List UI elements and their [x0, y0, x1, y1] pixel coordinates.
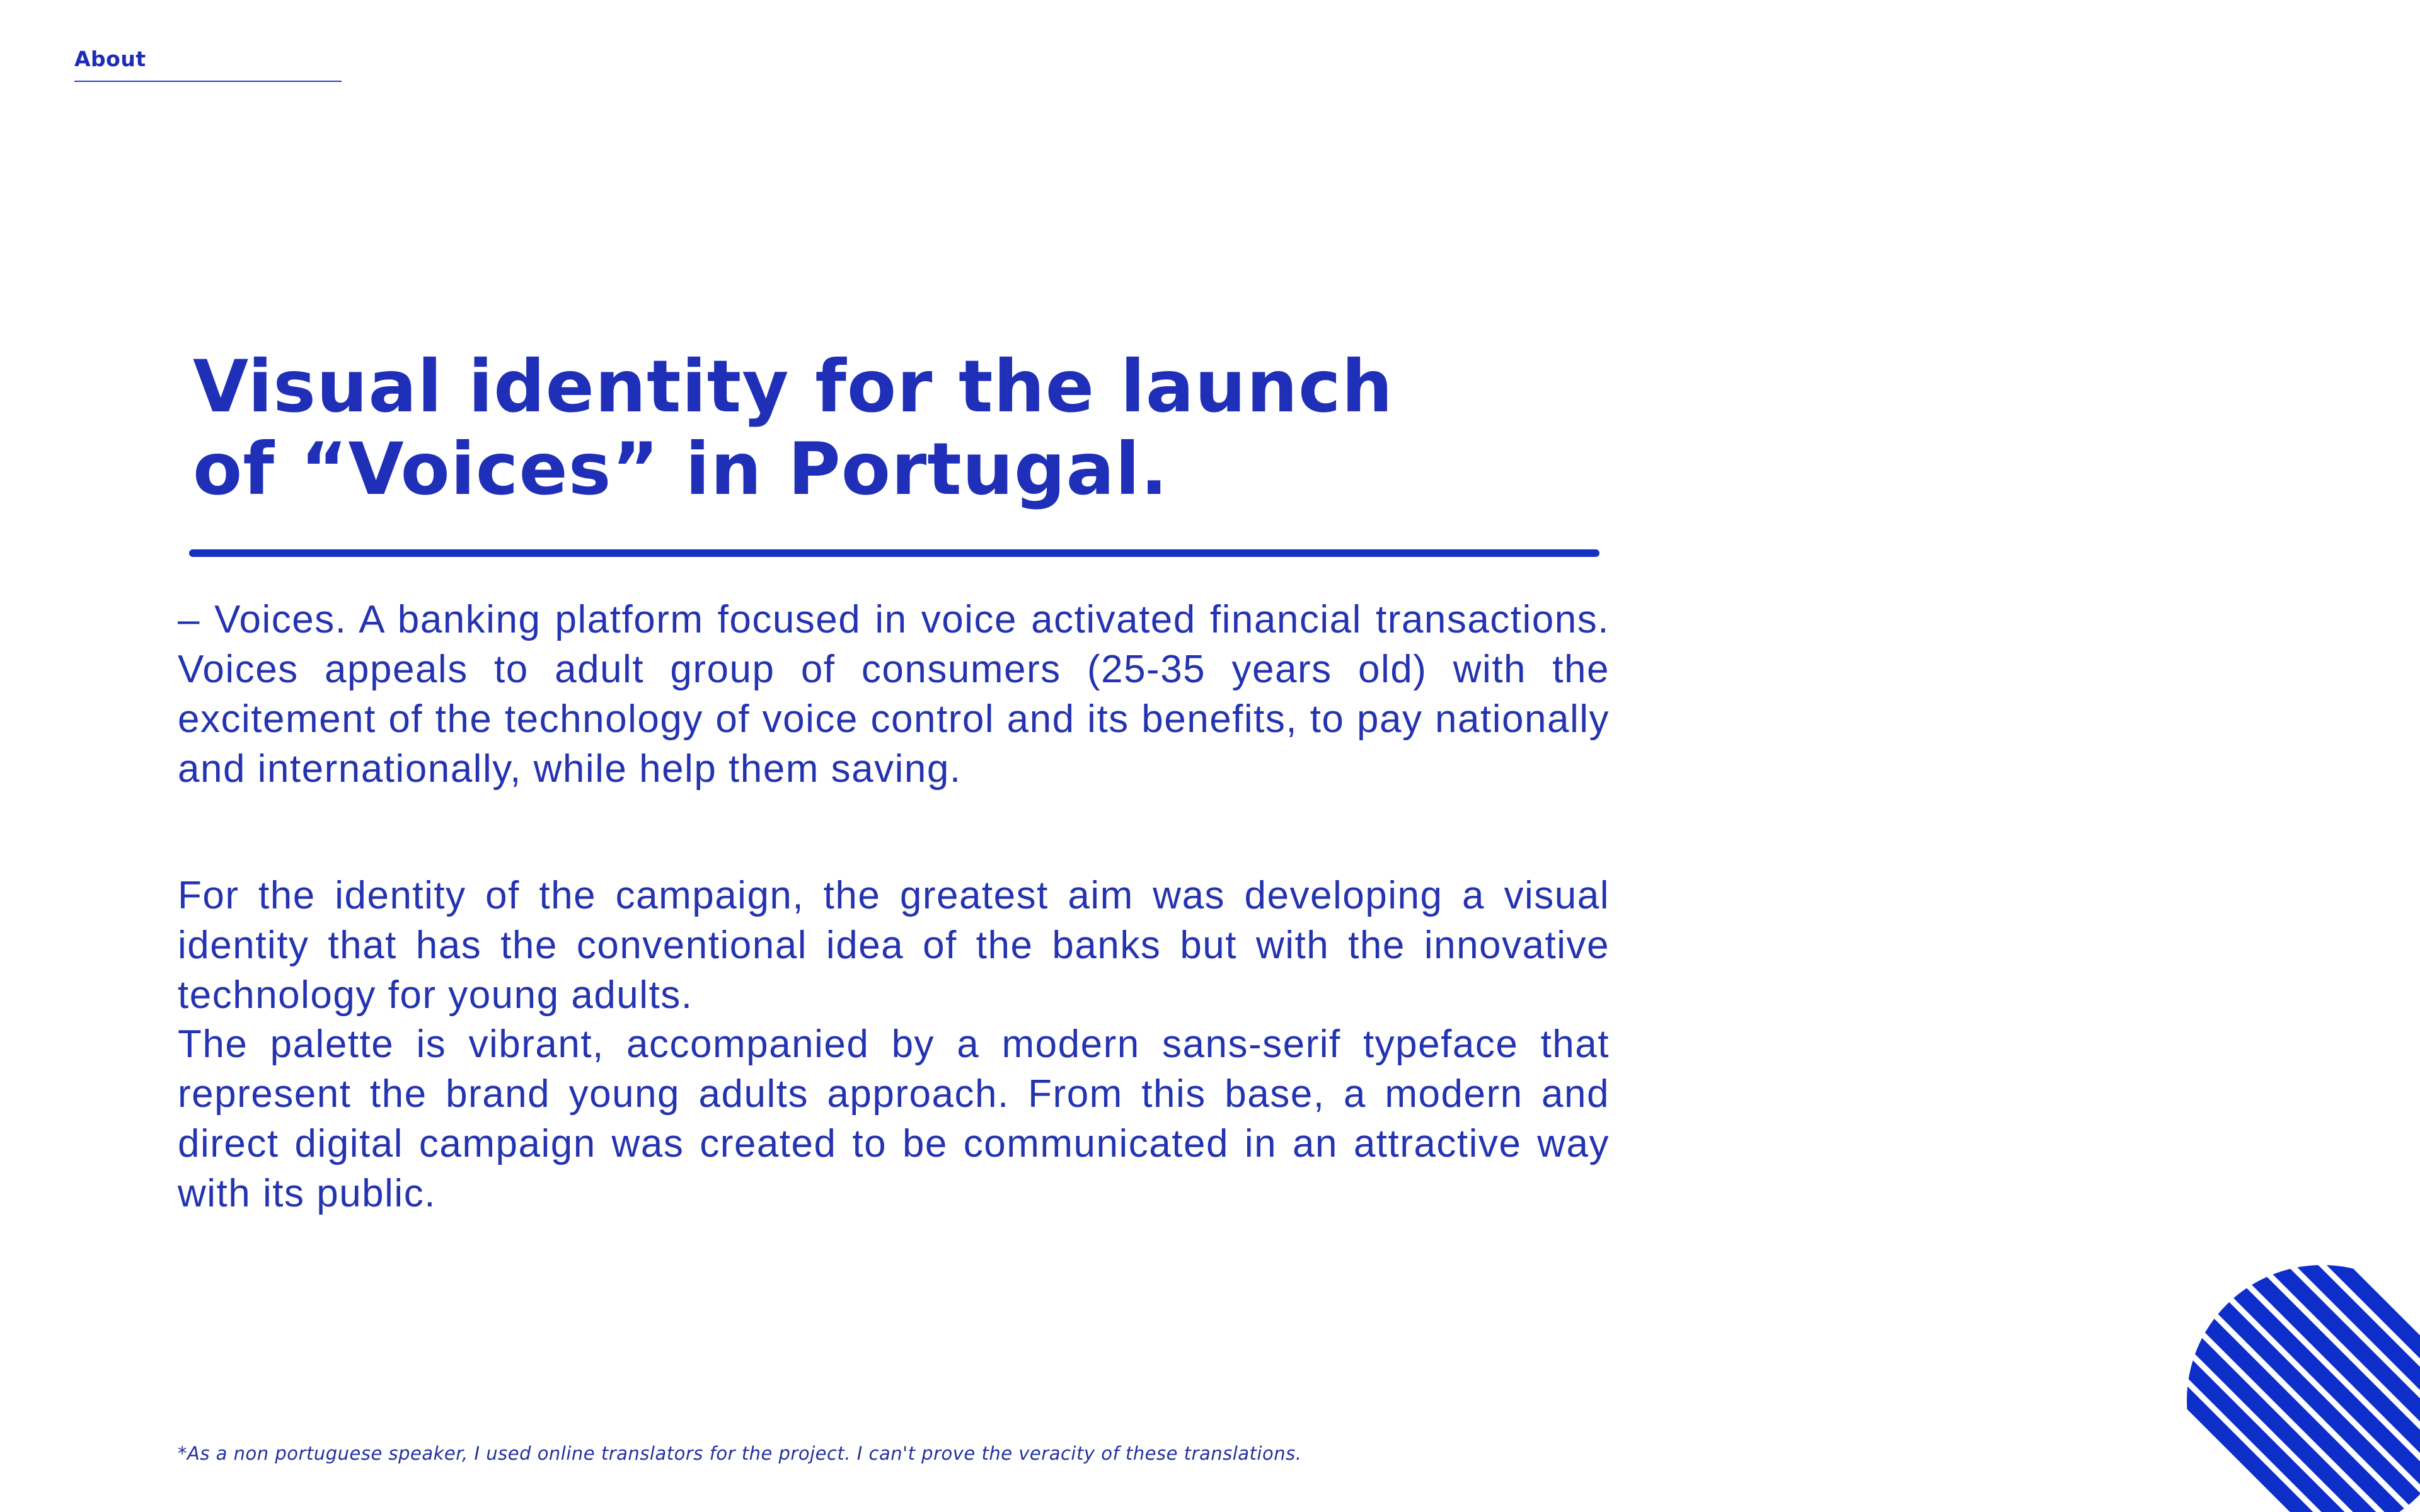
headline-line-1: Visual identity for the launch — [193, 345, 1393, 428]
intro-paragraph: – Voices. A banking platform focused in voice activated financial transactions. Voices appeals to adult group of consumers (25-35 years old) with the excitement of the technology of voice control and its benefits, to pay nationally and internationally, while help them saving. — [178, 598, 1610, 791]
nav-about-link[interactable]: About — [74, 47, 146, 71]
headline-line-2: of “Voices” in Portugal. — [193, 427, 1168, 511]
translation-footnote: *As a non portuguese speaker, I used online translators for the project. I can't prove the veracity of these translations. — [178, 1443, 1302, 1464]
page-headline — [193, 345, 1516, 510]
identity-paragraph: For the identity of the campaign, the greatest aim was developing a visual identity that has the conventional idea of the banks but with the innovative technology for young adults. — [178, 874, 1610, 1017]
palette-paragraph: The palette is vibrant, accompanied by a modern sans-serif typeface that represent the brand young adults approach. From this base, a modern and direct digital campaign was created to be communicated in an attractive way with its public. — [178, 1022, 1610, 1215]
nav-underline — [74, 81, 342, 82]
headline-divider — [189, 549, 1599, 557]
striped-circle-graphic-icon — [2187, 1265, 2420, 1512]
